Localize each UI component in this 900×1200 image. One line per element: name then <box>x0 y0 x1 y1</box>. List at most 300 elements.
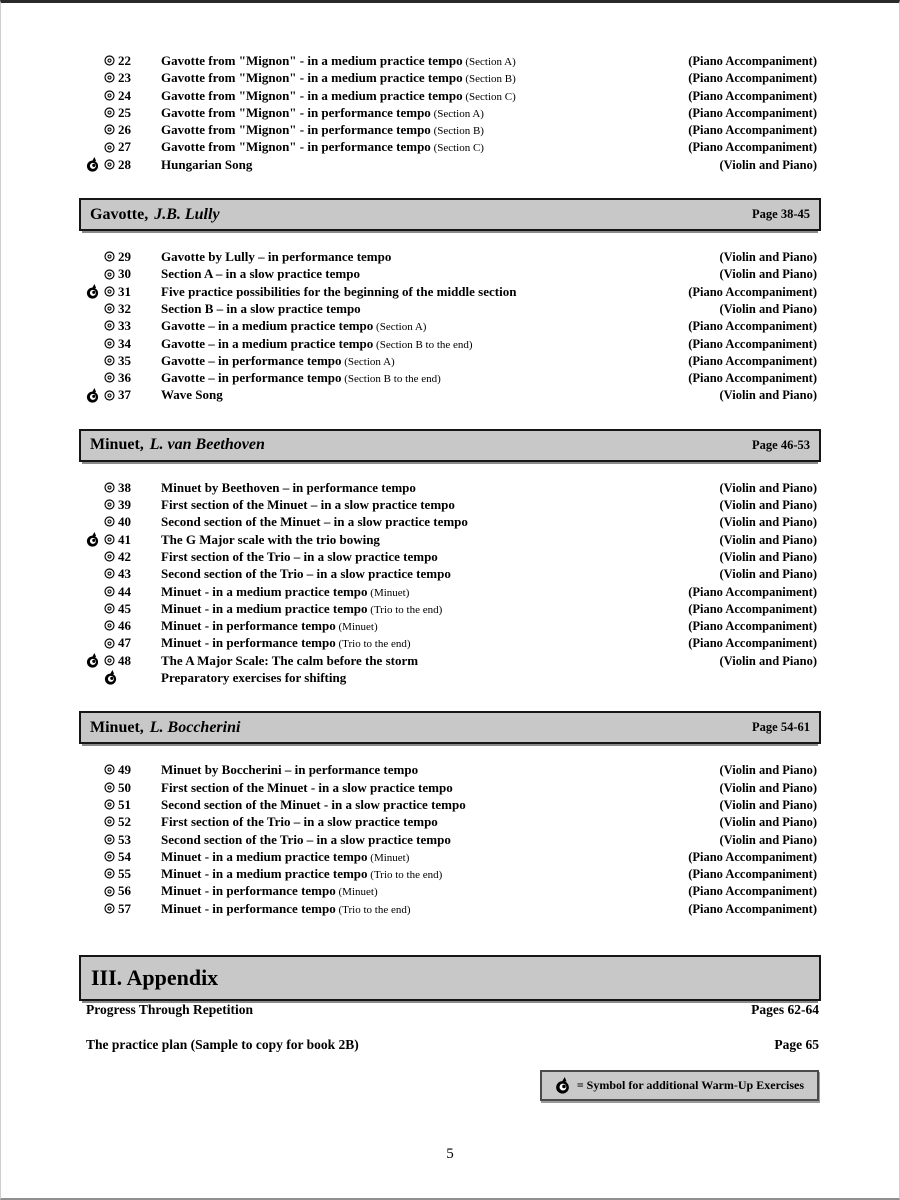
track-note: (Section C) <box>430 142 484 155</box>
track-title: First section of the Trio – in a slow practice tempo <box>161 814 438 830</box>
warmup-slot <box>86 532 104 547</box>
cd-track-icon <box>104 655 115 666</box>
warmup-slot <box>86 157 104 172</box>
track-title-cell <box>144 600 688 618</box>
track-note: (Section B to the end) <box>373 338 473 351</box>
track-scoring: (Violin and Piano) <box>719 498 817 513</box>
track-scoring: (Violin and Piano) <box>719 763 817 778</box>
track-title: First section of the Minuet - in a slow practice tempo <box>161 779 453 795</box>
track-title: Second section of the Minuet - in a slow practice tempo <box>161 796 466 812</box>
section-piece-name: Gavotte, <box>90 205 149 223</box>
track-title-cell <box>144 104 688 122</box>
track-number: 42 <box>118 548 131 564</box>
track-row <box>86 652 817 669</box>
track-scoring: (Piano Accompaniment) <box>688 336 817 351</box>
track-scoring: (Piano Accompaniment) <box>688 105 817 120</box>
cd-track-icon <box>104 903 115 914</box>
section-composer: L. Boccherini <box>149 718 241 736</box>
warmup-icon <box>86 388 99 403</box>
track-title: Gavotte by Lully – in performance tempo <box>161 249 392 265</box>
cd-slot <box>104 499 118 510</box>
track-number: 37 <box>118 387 131 403</box>
cd-track-icon <box>104 72 115 83</box>
track-scoring: (Piano Accompaniment) <box>688 636 817 651</box>
cd-slot <box>104 886 118 897</box>
track-title: Minuet - in a medium practice tempo <box>161 583 368 599</box>
track-row <box>86 335 817 352</box>
track-number: 54 <box>118 848 131 864</box>
track-row <box>86 831 817 848</box>
track-number: 46 <box>118 618 131 634</box>
track-title: Second section of the Minuet – in a slow practice tempo <box>161 514 468 530</box>
cd-slot <box>104 55 118 66</box>
track-note: (Minuet) <box>367 851 410 864</box>
track-note: (Minuet) <box>335 621 378 634</box>
track-number: 33 <box>118 318 131 334</box>
cd-track-icon <box>104 286 115 297</box>
cd-track-icon <box>104 834 115 845</box>
track-scoring: (Piano Accompaniment) <box>688 371 817 386</box>
cd-track-icon <box>104 142 115 153</box>
cd-slot <box>104 269 118 280</box>
warmup-icon <box>104 670 117 685</box>
cd-slot <box>104 124 118 135</box>
cd-track-icon <box>104 303 115 314</box>
cd-slot <box>104 670 118 685</box>
track-title-cell <box>144 513 720 531</box>
appendix-title: III. Appendix <box>91 964 219 990</box>
track-title-cell <box>144 900 688 918</box>
track-number: 32 <box>118 300 131 316</box>
warmup-icon <box>86 532 99 547</box>
track-number: 55 <box>118 866 131 882</box>
section-header <box>79 711 821 744</box>
track-note: (Section A) <box>373 321 427 334</box>
track-number: 48 <box>118 652 131 668</box>
track-scoring: (Piano Accompaniment) <box>688 867 817 882</box>
track-title: Gavotte from "Mignon" - in a medium practice tempo <box>161 70 463 86</box>
track-scoring: (Violin and Piano) <box>719 780 817 795</box>
track-number: 25 <box>118 104 131 120</box>
track-title-cell <box>144 617 688 635</box>
track-number: 24 <box>118 87 131 103</box>
track-title: Gavotte from "Mignon" - in performance tempo <box>161 139 431 155</box>
cd-slot <box>104 551 118 562</box>
track-scoring: (Violin and Piano) <box>719 532 817 547</box>
track-title: Minuet by Beethoven – in performance tempo <box>161 479 416 495</box>
cd-track-icon <box>104 782 115 793</box>
track-title-cell <box>144 317 688 335</box>
track-row <box>86 300 817 317</box>
track-title-cell <box>144 634 688 652</box>
track-row <box>86 548 817 565</box>
cd-slot <box>104 107 118 118</box>
track-title: Preparatory exercises for shifting <box>161 670 347 686</box>
track-row <box>86 156 817 173</box>
track-row <box>86 248 817 265</box>
cd-track-icon <box>104 355 115 366</box>
track-title: Gavotte – in a medium practice tempo <box>161 318 374 334</box>
section-page-range: Page 54-61 <box>752 720 810 735</box>
section-piece-name: Minuet, <box>90 718 144 736</box>
track-title: Minuet - in performance tempo <box>161 618 336 634</box>
track-row <box>86 104 817 121</box>
track-scoring: (Violin and Piano) <box>719 653 817 668</box>
cd-slot <box>104 303 118 314</box>
track-row <box>86 583 817 600</box>
track-scoring: (Piano Accompaniment) <box>688 88 817 103</box>
track-title: First section of the Trio – in a slow practice tempo <box>161 548 438 564</box>
track-row <box>86 848 817 865</box>
cd-slot <box>104 799 118 810</box>
cd-track-icon <box>104 851 115 862</box>
track-scoring: (Piano Accompaniment) <box>688 319 817 334</box>
cd-track-icon <box>104 886 115 897</box>
track-title: Minuet - in performance tempo <box>161 635 336 651</box>
warmup-slot <box>86 388 104 403</box>
track-title: Hungarian Song <box>161 156 253 172</box>
track-group <box>86 479 817 687</box>
track-row <box>86 865 817 882</box>
cd-track-icon <box>104 338 115 349</box>
track-row <box>86 796 817 813</box>
section-header <box>79 198 821 231</box>
track-scoring: (Violin and Piano) <box>719 267 817 282</box>
track-title: Gavotte from "Mignon" - in performance tempo <box>161 122 431 138</box>
cd-slot <box>104 338 118 349</box>
track-title-cell <box>144 548 720 566</box>
track-title-cell <box>144 865 688 883</box>
track-scoring: (Piano Accompaniment) <box>688 71 817 86</box>
track-number: 49 <box>118 762 131 778</box>
track-number: 31 <box>118 283 131 299</box>
track-scoring: (Piano Accompaniment) <box>688 601 817 616</box>
track-title-cell <box>144 882 688 900</box>
cd-slot <box>104 534 118 545</box>
warmup-slot <box>86 284 104 299</box>
track-title-cell <box>144 369 688 387</box>
warmup-icon <box>86 157 99 172</box>
track-number: 39 <box>118 497 131 513</box>
cd-slot <box>104 90 118 101</box>
warmup-icon <box>555 1077 570 1094</box>
cd-track-icon <box>104 499 115 510</box>
track-scoring: (Violin and Piano) <box>719 815 817 830</box>
track-title: Gavotte – in performance tempo <box>161 352 342 368</box>
cd-track-icon <box>104 551 115 562</box>
cd-slot <box>104 251 118 262</box>
track-row <box>86 283 817 300</box>
track-title-cell <box>144 138 688 156</box>
track-title: Second section of the Trio – in a slow practice tempo <box>161 831 451 847</box>
track-note: (Trio to the end) <box>335 903 411 916</box>
track-title-cell <box>144 248 720 266</box>
track-row <box>86 617 817 634</box>
track-title-cell <box>144 652 720 670</box>
track-row <box>86 369 817 386</box>
cd-slot <box>104 655 118 666</box>
cd-track-icon <box>104 159 115 170</box>
track-scoring: (Piano Accompaniment) <box>688 140 817 155</box>
track-row <box>86 479 817 496</box>
track-scoring: (Violin and Piano) <box>719 515 817 530</box>
track-row <box>86 779 817 796</box>
track-title-cell <box>144 531 720 549</box>
track-title: Gavotte – in a medium practice tempo <box>161 335 374 351</box>
track-scoring: (Violin and Piano) <box>719 388 817 403</box>
track-title: Gavotte – in performance tempo <box>161 370 342 386</box>
section-composer: J.B. Lully <box>154 205 220 223</box>
track-title: First section of the Minuet – in a slow practice tempo <box>161 497 455 513</box>
track-number: 44 <box>118 583 131 599</box>
cd-track-icon <box>104 90 115 101</box>
legend-text: = Symbol for additional Warm-Up Exercises <box>576 1077 804 1092</box>
track-number: 53 <box>118 831 131 847</box>
track-scoring: (Piano Accompaniment) <box>688 353 817 368</box>
track-number: 51 <box>118 796 131 812</box>
track-title: Second section of the Trio – in a slow practice tempo <box>161 566 451 582</box>
track-title-cell <box>144 283 688 301</box>
track-number: 22 <box>118 53 131 68</box>
warmup-icon <box>86 284 99 299</box>
track-row <box>86 900 817 917</box>
track-row <box>86 265 817 282</box>
track-number: 23 <box>118 70 131 86</box>
track-title-cell <box>144 583 688 601</box>
track-number: 45 <box>118 600 131 616</box>
cd-track-icon <box>104 372 115 383</box>
track-title: Gavotte from "Mignon" - in a medium practice tempo <box>161 87 463 103</box>
page-number: 5 <box>446 1146 454 1162</box>
track-title: Section B – in a slow practice tempo <box>161 300 361 316</box>
track-row <box>86 634 817 651</box>
cd-track-icon <box>104 620 115 631</box>
track-number: 26 <box>118 122 131 138</box>
track-title: Minuet - in a medium practice tempo <box>161 600 368 616</box>
track-row <box>86 513 817 530</box>
cd-track-icon <box>104 320 115 331</box>
track-title-cell <box>144 300 720 318</box>
appendix-item-page: Page 65 <box>774 1036 819 1052</box>
track-title-cell <box>144 565 720 583</box>
track-note: (Section B to the end) <box>341 373 441 386</box>
track-title-cell <box>144 335 688 353</box>
track-row <box>86 52 817 69</box>
track-title-cell <box>144 352 688 370</box>
section-page-range: Page 38-45 <box>752 207 810 222</box>
track-group <box>86 248 817 404</box>
track-scoring: (Violin and Piano) <box>719 301 817 316</box>
cd-track-icon <box>104 482 115 493</box>
cd-track-icon <box>104 799 115 810</box>
track-note: (Section A) <box>462 56 516 68</box>
cd-track-icon <box>104 516 115 527</box>
cd-slot <box>104 903 118 914</box>
section-composer: L. van Beethoven <box>149 436 265 454</box>
track-number: 56 <box>118 883 131 899</box>
cd-slot <box>104 603 118 614</box>
track-note: (Minuet) <box>335 886 378 899</box>
track-row <box>86 669 817 686</box>
cd-slot <box>104 482 118 493</box>
track-row <box>86 600 817 617</box>
track-title: Minuet - in a medium practice tempo <box>161 848 368 864</box>
track-title-cell <box>144 496 720 514</box>
cd-slot <box>104 868 118 879</box>
cd-slot <box>104 782 118 793</box>
track-number: 41 <box>118 531 131 547</box>
section-piece-name: Minuet, <box>90 436 144 454</box>
cd-slot <box>104 72 118 83</box>
track-title-cell <box>144 813 720 831</box>
cd-track-icon <box>104 534 115 545</box>
track-title: Minuet - in performance tempo <box>161 900 336 916</box>
cd-slot <box>104 516 118 527</box>
track-number: 29 <box>118 249 131 265</box>
track-title-cell <box>144 848 688 866</box>
track-title-cell <box>144 779 720 797</box>
appendix-header <box>79 955 821 1001</box>
legend-row <box>1 1070 819 1101</box>
track-row <box>86 882 817 899</box>
track-number: 57 <box>118 900 131 916</box>
track-row <box>86 121 817 138</box>
track-note: (Section C) <box>462 90 516 103</box>
track-note: (Section A) <box>430 107 484 120</box>
appendix-item-progress <box>86 1001 819 1019</box>
track-number: 40 <box>118 514 131 530</box>
cd-slot <box>104 620 118 631</box>
track-row <box>86 565 817 582</box>
cd-slot <box>104 320 118 331</box>
track-scoring: (Violin and Piano) <box>719 549 817 564</box>
track-number: 28 <box>118 156 131 172</box>
track-scoring: (Violin and Piano) <box>719 567 817 582</box>
track-scoring: (Piano Accompaniment) <box>688 123 817 138</box>
track-title-cell <box>144 265 720 283</box>
appendix-item-page: Pages 62-64 <box>751 1001 819 1017</box>
track-title-cell <box>144 87 688 105</box>
cd-track-icon <box>104 568 115 579</box>
track-note: (Section A) <box>341 355 395 368</box>
track-number: 38 <box>118 479 131 495</box>
track-title-cell <box>144 121 688 139</box>
track-scoring: (Piano Accompaniment) <box>688 884 817 899</box>
cd-slot <box>104 142 118 153</box>
toc-sections <box>1 52 899 917</box>
track-title: Minuet - in a medium practice tempo <box>161 866 368 882</box>
cd-track-icon <box>104 107 115 118</box>
track-scoring: (Piano Accompaniment) <box>688 619 817 634</box>
track-row <box>86 87 817 104</box>
track-note: (Minuet) <box>367 586 410 599</box>
track-title-cell <box>144 669 817 687</box>
cd-slot <box>104 355 118 366</box>
cd-track-icon <box>104 638 115 649</box>
track-row <box>86 138 817 155</box>
track-scoring: (Violin and Piano) <box>719 797 817 812</box>
track-row <box>86 813 817 830</box>
track-number: 50 <box>118 779 131 795</box>
cd-slot <box>104 638 118 649</box>
cd-slot <box>104 851 118 862</box>
track-title-cell <box>144 761 720 779</box>
track-title: Gavotte from "Mignon" - in a medium practice tempo <box>161 53 463 68</box>
track-title: Wave Song <box>161 387 223 403</box>
track-title: Minuet - in performance tempo <box>161 883 336 899</box>
track-scoring: (Piano Accompaniment) <box>688 54 817 68</box>
cd-slot <box>104 568 118 579</box>
track-group <box>86 52 817 173</box>
track-note: (Trio to the end) <box>367 869 443 882</box>
track-row <box>86 386 817 403</box>
track-title: The G Major scale with the trio bowing <box>161 531 380 547</box>
appendix-item-label: The practice plan (Sample to copy for book 2B) <box>86 1036 359 1052</box>
cd-slot <box>104 764 118 775</box>
track-scoring: (Violin and Piano) <box>719 250 817 265</box>
cd-slot <box>104 834 118 845</box>
track-title-cell <box>144 69 688 87</box>
track-number: 27 <box>118 139 131 155</box>
track-scoring: (Violin and Piano) <box>719 832 817 847</box>
track-number: 52 <box>118 814 131 830</box>
track-scoring: (Piano Accompaniment) <box>688 284 817 299</box>
track-scoring: (Piano Accompaniment) <box>688 584 817 599</box>
cd-track-icon <box>104 124 115 135</box>
cd-slot <box>104 586 118 597</box>
track-title-cell <box>144 386 720 404</box>
cd-slot <box>104 159 118 170</box>
track-row <box>86 496 817 513</box>
track-scoring: (Violin and Piano) <box>719 157 817 172</box>
track-scoring: (Piano Accompaniment) <box>688 849 817 864</box>
track-row <box>86 317 817 334</box>
cd-track-icon <box>104 55 115 66</box>
appendix-item-label: Progress Through Repetition <box>86 1001 254 1017</box>
cd-track-icon <box>104 603 115 614</box>
track-title: Gavotte from "Mignon" - in performance tempo <box>161 104 431 120</box>
track-note: (Trio to the end) <box>367 603 443 616</box>
track-scoring: (Piano Accompaniment) <box>688 901 817 916</box>
track-title-cell <box>144 156 720 174</box>
warmup-slot <box>86 653 104 668</box>
cd-slot <box>104 390 118 401</box>
appendix-item-practice-plan <box>86 1036 819 1054</box>
section-header <box>79 429 821 462</box>
track-title: The A Major Scale: The calm before the storm <box>161 652 419 668</box>
section-page-range: Page 46-53 <box>752 437 810 452</box>
warmup-legend-box <box>540 1070 819 1101</box>
track-note: (Section B) <box>462 73 516 86</box>
track-number: 47 <box>118 635 131 651</box>
track-group <box>86 761 817 917</box>
track-row <box>86 761 817 778</box>
track-number: 43 <box>118 566 131 582</box>
track-row <box>86 531 817 548</box>
cd-track-icon <box>104 586 115 597</box>
track-row <box>86 69 817 86</box>
cd-slot <box>104 286 118 297</box>
cd-track-icon <box>104 251 115 262</box>
track-note: (Trio to the end) <box>335 638 411 651</box>
track-title: Minuet by Boccherini – in performance tempo <box>161 762 419 778</box>
track-title: Section A – in a slow practice tempo <box>161 266 360 282</box>
track-note: (Section B) <box>430 125 484 138</box>
track-title-cell <box>144 796 720 814</box>
cd-track-icon <box>104 816 115 827</box>
track-title-cell <box>144 479 720 497</box>
warmup-icon <box>86 653 99 668</box>
